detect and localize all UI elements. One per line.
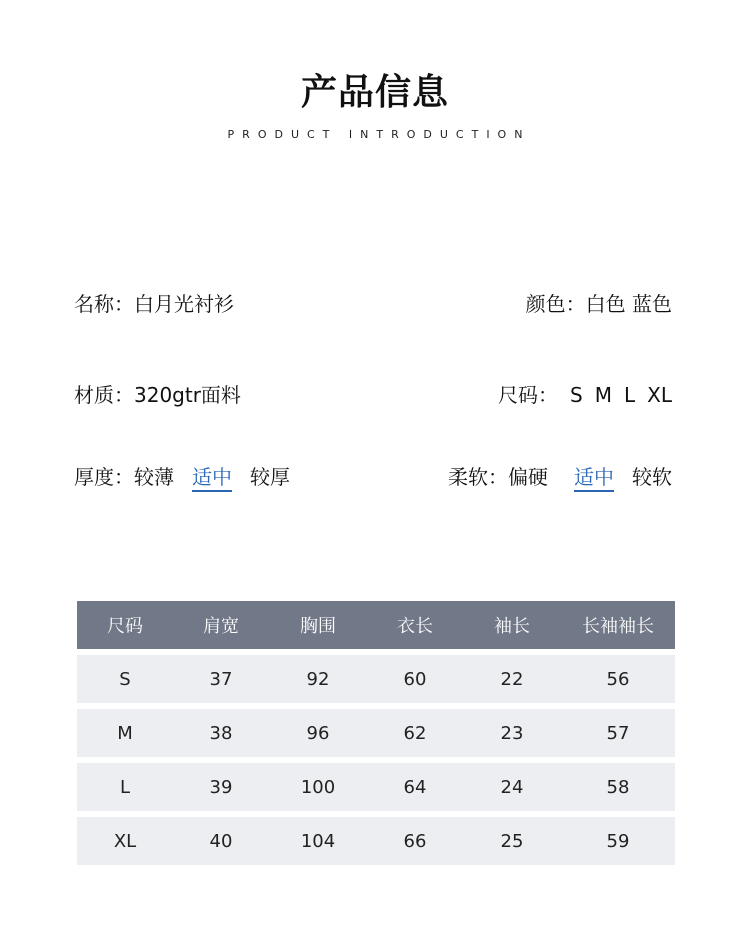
size-label: 尺码： (498, 383, 559, 407)
cell-sleeve: 22 (500, 668, 524, 690)
cell-long-sleeve: 59 (606, 830, 630, 852)
cell-length: 60 (403, 668, 427, 690)
cell-chest: 96 (306, 722, 330, 744)
info-row-name-color (74, 288, 672, 318)
cell-long-sleeve: 56 (606, 668, 630, 690)
material-label: 材质： (74, 383, 134, 407)
table-row (77, 655, 675, 703)
cell-size: M (117, 722, 133, 744)
cell-shoulder: 39 (209, 776, 233, 798)
header-long-sleeve: 长袖袖长 (582, 616, 654, 637)
cell-shoulder: 40 (209, 830, 233, 852)
color-label: 颜色： (525, 292, 586, 316)
cell-long-sleeve: 58 (606, 776, 630, 798)
name-value: 白月光衬衫 (134, 292, 234, 316)
size-table-header (77, 601, 675, 649)
cell-shoulder: 37 (209, 668, 233, 690)
softness-field (448, 461, 672, 492)
info-row-thickness-softness (74, 461, 672, 491)
thickness-option-medium: 适中 (192, 464, 232, 492)
cell-length: 64 (403, 776, 427, 798)
cell-size: L (119, 776, 131, 798)
size-table (77, 601, 675, 865)
info-row-material-size (74, 379, 672, 409)
cell-sleeve: 23 (500, 722, 524, 744)
name-field (74, 288, 234, 317)
header-chest: 胸围 (300, 616, 336, 637)
thickness-field (74, 461, 290, 492)
size-field (498, 379, 672, 408)
header-length: 衣长 (397, 616, 433, 637)
name-label: 名称： (74, 292, 134, 316)
softness-option-medium: 适中 (574, 464, 614, 492)
cell-chest: 104 (300, 830, 336, 852)
thickness-option-thick: 较厚 (250, 465, 290, 489)
table-row (77, 817, 675, 865)
header-shoulder: 肩宽 (203, 616, 239, 637)
header-size: 尺码 (107, 616, 143, 637)
cell-length: 66 (403, 830, 427, 852)
material-value: 320gtr面料 (134, 383, 241, 407)
softness-option-hard: 偏硬 (508, 465, 548, 489)
softness-option-soft: 较软 (632, 465, 672, 489)
size-option-m: M (594, 383, 612, 407)
size-option-xl: XL (647, 383, 672, 407)
size-option-s: S (570, 383, 583, 407)
color-field (526, 288, 672, 317)
softness-label: 柔软： (448, 465, 508, 489)
color-value: 白色 蓝色 (585, 292, 672, 316)
cell-length: 62 (403, 722, 427, 744)
cell-sleeve: 24 (500, 776, 524, 798)
page-subtitle: PRODUCT INTRODUCTION (227, 128, 531, 141)
thickness-label: 厚度： (74, 465, 134, 489)
table-row (77, 763, 675, 811)
cell-chest: 100 (300, 776, 336, 798)
header-sleeve: 袖长 (494, 616, 530, 637)
cell-shoulder: 38 (209, 722, 233, 744)
size-option-l: L (624, 383, 636, 407)
thickness-option-thin: 较薄 (134, 465, 174, 489)
material-field (74, 379, 241, 408)
cell-chest: 92 (306, 668, 330, 690)
cell-long-sleeve: 57 (606, 722, 630, 744)
cell-size: S (119, 668, 131, 690)
page-title: 产品信息 (300, 72, 449, 113)
table-row (77, 709, 675, 757)
cell-size: XL (113, 830, 137, 852)
cell-sleeve: 25 (500, 830, 524, 852)
